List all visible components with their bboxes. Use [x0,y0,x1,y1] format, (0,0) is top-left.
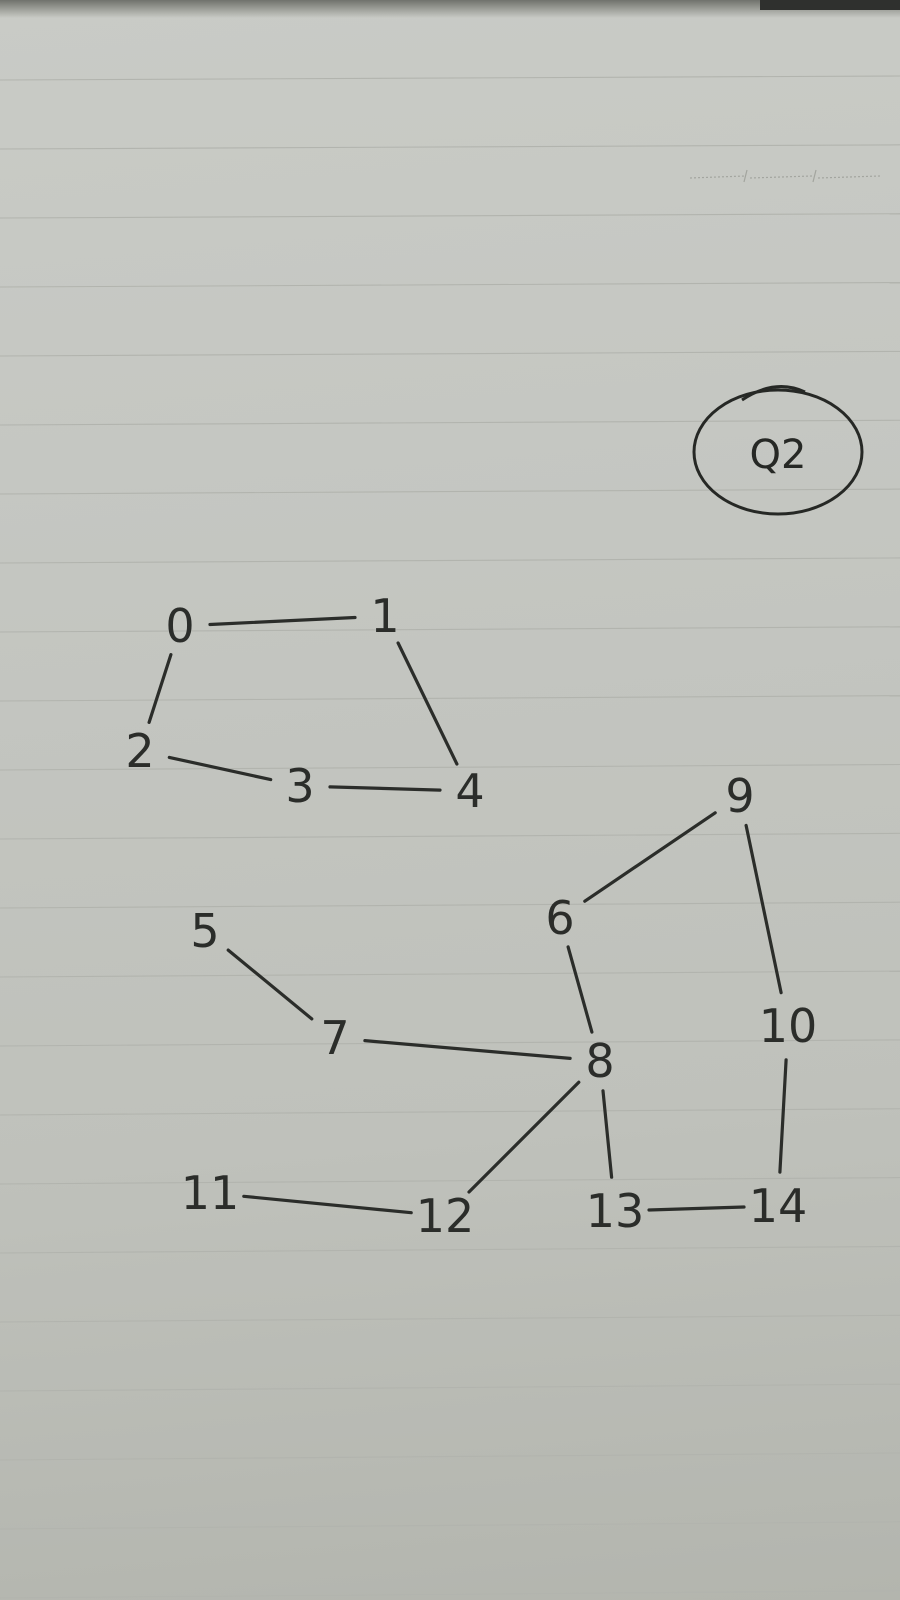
node-0: 0 [165,599,195,653]
date-placeholder [690,170,880,182]
edge-5-7 [228,950,312,1019]
edge-7-8 [365,1041,570,1059]
node-2: 2 [125,724,155,778]
question-circle-overlap [742,387,805,400]
edge-6-9 [585,813,715,901]
node-8: 8 [585,1034,615,1088]
edge-1-4 [398,643,457,764]
edge-10-14 [780,1060,786,1172]
node-7: 7 [320,1011,350,1065]
edge-6-8 [568,947,592,1032]
edge-13-14 [649,1207,744,1210]
node-5: 5 [190,904,220,958]
node-10: 10 [758,999,818,1053]
node-11: 11 [180,1166,240,1220]
question-badge [694,387,862,514]
nodes [125,589,817,1243]
question-label: Q2 [749,432,807,478]
node-6: 6 [545,891,575,945]
node-1: 1 [370,589,400,643]
node-14: 14 [748,1179,808,1233]
edge-11-12 [244,1196,411,1212]
edge-0-1 [210,618,355,625]
node-12: 12 [415,1189,475,1243]
node-3: 3 [285,759,315,813]
node-9: 9 [725,769,755,823]
edges [149,618,786,1213]
node-13: 13 [585,1184,645,1238]
edge-9-10 [746,825,781,992]
node-4: 4 [455,764,485,818]
edge-8-13 [603,1091,612,1177]
edge-3-4 [330,787,440,790]
edge-2-3 [169,757,270,779]
edge-8-12 [469,1082,579,1192]
edge-0-2 [149,655,171,723]
